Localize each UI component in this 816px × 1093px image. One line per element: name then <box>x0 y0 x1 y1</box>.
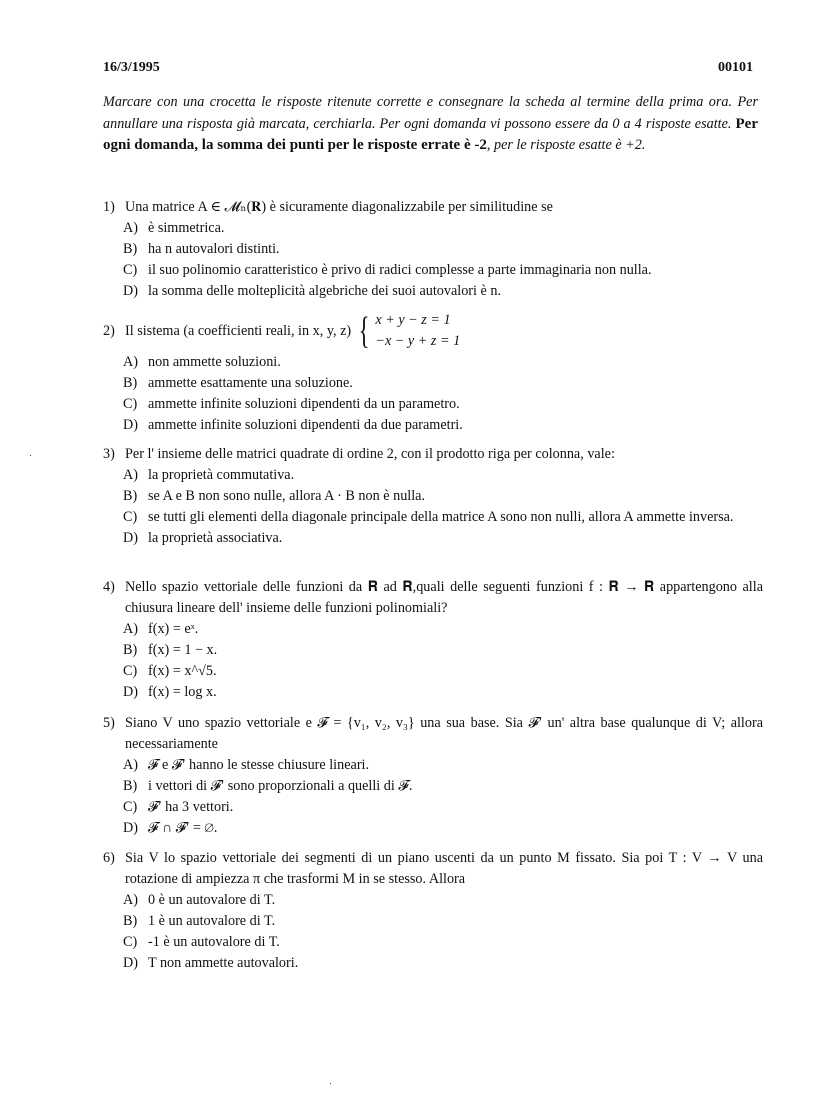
option-a[interactable] <box>103 352 763 373</box>
option-text: il suo polinomio caratteristico è privo di radici complesse a parte immaginaria non nulla. <box>148 262 652 278</box>
option-label: A) <box>123 354 138 370</box>
question-1 <box>103 197 763 302</box>
equation-system <box>355 310 460 352</box>
question-stem: Nello spazio vettoriale delle funzioni da 𝐑 ad 𝐑,quali delle seguenti funzioni f : 𝐑 → 𝐑 appartengono alla chiusura lineare dell' insieme delle funzioni polinomiali? <box>125 579 763 616</box>
option-a[interactable] <box>103 218 763 239</box>
option-b[interactable] <box>103 911 763 932</box>
option-label: B) <box>123 778 138 794</box>
exam-date: 16/3/1995 <box>103 60 160 75</box>
option-c[interactable] <box>103 260 763 281</box>
scan-speck <box>330 1083 331 1084</box>
question-4 <box>103 577 763 703</box>
option-text: la proprietà commutativa. <box>148 467 295 483</box>
question-number: 6) <box>103 850 115 866</box>
question-6 <box>103 848 763 974</box>
option-label: C) <box>123 799 138 815</box>
option-label: A) <box>123 621 138 637</box>
option-text: la somma delle molteplicità algebriche dei suoi autovalori è n. <box>148 283 501 299</box>
left-brace-icon: { <box>358 310 370 352</box>
option-label: D) <box>123 684 138 700</box>
scan-speck <box>30 455 31 456</box>
option-a[interactable] <box>103 890 763 911</box>
option-label: A) <box>123 467 138 483</box>
option-d[interactable] <box>103 953 763 974</box>
option-text: non ammette soluzioni. <box>148 354 281 370</box>
option-c[interactable] <box>103 932 763 953</box>
equation-2: −x − y + z = 1 <box>375 333 461 349</box>
option-label: D) <box>123 417 138 433</box>
question-stem: Siano V uno spazio vettoriale e 𝓕 = {v₁, v₂, v₃} una sua base. Sia 𝓕′ un' altra base qualunque di V; allora necessariamente <box>125 715 763 752</box>
option-b[interactable] <box>103 486 763 507</box>
option-label: C) <box>123 509 138 525</box>
option-label: D) <box>123 530 138 546</box>
option-d[interactable] <box>103 528 763 549</box>
option-label: B) <box>123 241 138 257</box>
question-2 <box>103 310 763 436</box>
option-text: -1 è un autovalore di T. <box>148 934 280 950</box>
option-text: ammette infinite soluzioni dipendenti da due parametri. <box>148 417 463 433</box>
option-b[interactable] <box>103 239 763 260</box>
question-stem: Il sistema (a coefficienti reali, in x, y, z) <box>125 322 352 339</box>
option-text: f(x) = x^√5. <box>148 663 217 679</box>
option-b[interactable] <box>103 640 763 661</box>
option-label: B) <box>123 913 138 929</box>
instructions-part2: , per le risposte esatte è +2. <box>486 137 646 153</box>
option-label: D) <box>123 820 138 836</box>
option-label: A) <box>123 220 138 236</box>
option-text: 𝓕 ∩ 𝓕′ = ∅. <box>148 820 218 836</box>
option-label: C) <box>123 396 138 412</box>
option-c[interactable] <box>103 394 763 415</box>
option-a[interactable] <box>103 465 763 486</box>
option-label: D) <box>123 955 138 971</box>
exam-code: 00101 <box>718 60 753 75</box>
option-text: 0 è un autovalore di T. <box>148 892 276 908</box>
question-number: 2) <box>103 322 115 339</box>
question-number: 3) <box>103 446 115 462</box>
question-stem: Una matrice A ∈ 𝓜ₙ(𝐑) è sicuramente diagonalizzabile per similitudine se <box>125 199 553 215</box>
option-text: 𝓕 e 𝓕′ hanno le stesse chiusure lineari. <box>148 757 370 773</box>
question-number: 1) <box>103 199 115 215</box>
option-c[interactable] <box>103 661 763 682</box>
option-text: i vettori di 𝓕′ sono proporzionali a quelli di 𝓕. <box>148 778 413 794</box>
option-label: B) <box>123 642 138 658</box>
option-b[interactable] <box>103 776 763 797</box>
question-stem: Per l' insieme delle matrici quadrate di ordine 2, con il prodotto riga per colonna, vale: <box>125 446 615 462</box>
option-d[interactable] <box>103 415 763 436</box>
option-a[interactable] <box>103 755 763 776</box>
option-text: 1 è un autovalore di T. <box>148 913 276 929</box>
option-text: ha n autovalori distinti. <box>148 241 280 257</box>
option-b[interactable] <box>103 373 763 394</box>
question-5 <box>103 713 763 839</box>
question-number: 5) <box>103 715 115 731</box>
option-label: C) <box>123 663 138 679</box>
option-text: ammette esattamente una soluzione. <box>148 375 353 391</box>
instructions-bold: Per ogni domanda, la somma dei punti per le risposte errate è -2 <box>103 115 758 153</box>
option-label: B) <box>123 488 138 504</box>
option-label: C) <box>123 934 138 950</box>
option-label: B) <box>123 375 138 391</box>
question-3 <box>103 444 763 549</box>
option-text: se A e B non sono nulle, allora A · B non è nulla. <box>148 488 426 504</box>
option-d[interactable] <box>103 281 763 302</box>
option-label: D) <box>123 283 138 299</box>
option-a[interactable] <box>103 619 763 640</box>
option-text: ammette infinite soluzioni dipendenti da un parametro. <box>148 396 460 412</box>
option-text: la proprietà associativa. <box>148 530 283 546</box>
option-d[interactable] <box>103 682 763 703</box>
instructions <box>103 92 758 157</box>
option-text: f(x) = log x. <box>148 684 217 700</box>
option-label: A) <box>123 892 138 908</box>
question-stem: Sia V lo spazio vettoriale dei segmenti di un piano uscenti da un punto M fissato. Sia poi T : V → V una rotazione di ampiezza π che trasformi M in se stesso. Allora <box>125 850 763 887</box>
option-text: T non ammette autovalori. <box>148 955 299 971</box>
option-d[interactable] <box>103 818 763 839</box>
option-c[interactable] <box>103 797 763 818</box>
option-text: f(x) = 1 − x. <box>148 642 218 658</box>
option-text: f(x) = eˣ. <box>148 621 199 637</box>
option-text: è simmetrica. <box>148 220 225 236</box>
equation-1: x + y − z = 1 <box>375 312 451 328</box>
option-label: A) <box>123 757 138 773</box>
option-text: 𝓕′ ha 3 vettori. <box>148 799 234 815</box>
instructions-part1: Marcare con una crocetta le risposte ritenute corrette e consegnare la scheda al termine della prima ora. Per annullare una risposta già marcata, cerchiarla. Per ogni domanda vi possono essere da 0 a 4 risposte esatte. <box>103 94 758 132</box>
option-c[interactable] <box>103 507 763 528</box>
option-label: C) <box>123 262 138 278</box>
option-text: se tutti gli elementi della diagonale principale della matrice A sono non nulli, allora A ammette inversa. <box>148 509 734 525</box>
question-number: 4) <box>103 579 115 595</box>
